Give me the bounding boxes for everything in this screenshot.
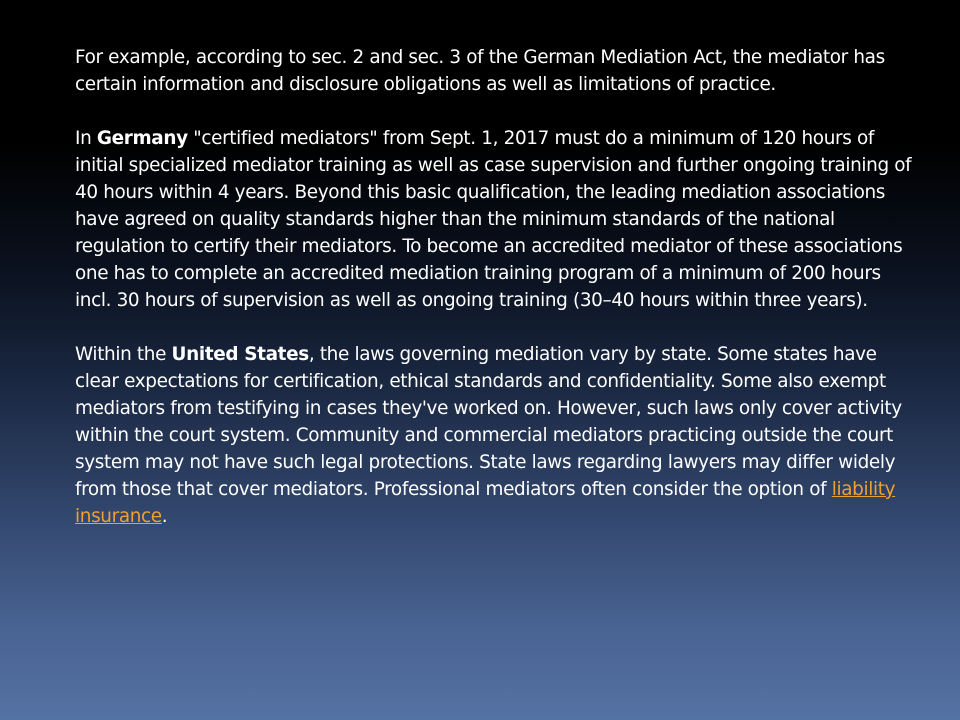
united-states-bold-term: United States [171, 344, 309, 365]
paragraph-germany-prefix: In [75, 128, 97, 149]
paragraph-mediation-act-text: For example, according to sec. 2 and sec. 3 of the German Mediation Act, the mediator has certain information and disclosure obligations as well as limitations of practice. [75, 47, 885, 95]
paragraph-germany-text: "certified mediators" from Sept. 1, 2017 must do a minimum of 120 hours of initial specialized mediator training as well as case supervision and further ongoing training of 40 hours within 4 years. Beyond this basic qualification, the leading mediation associations have agreed on quality standards higher than the minimum standards of the national regulation to certify their mediators. To become an accredited mediator of these associations one has to complete an accredited mediation training program of a minimum of 200 hours incl. 30 hours of supervision as well as ongoing training (30–40 hours within three years). [75, 128, 912, 311]
slide-body [75, 44, 915, 530]
paragraph-mediation-act [75, 44, 915, 98]
paragraph-us-prefix: Within the [75, 344, 172, 365]
liability-insurance-link[interactable]: liability insurance [75, 479, 896, 527]
germany-bold-term: Germany [96, 128, 188, 149]
paragraph-germany [75, 125, 915, 314]
paragraph-us-text: , the laws governing mediation vary by state. Some states have clear expectations for certification, ethical standards and confidentiality. Some also exempt mediators from testifying in cases they've worked on. However, such laws only cover activity within the court system. Community and commercial mediators practicing outside the court system may not have such legal protections. State laws regarding lawyers may differ widely from those that cover mediators. Professional mediators often consider the option of [75, 344, 902, 500]
paragraph-us-suffix: . [161, 506, 168, 527]
paragraph-united-states [75, 341, 915, 530]
